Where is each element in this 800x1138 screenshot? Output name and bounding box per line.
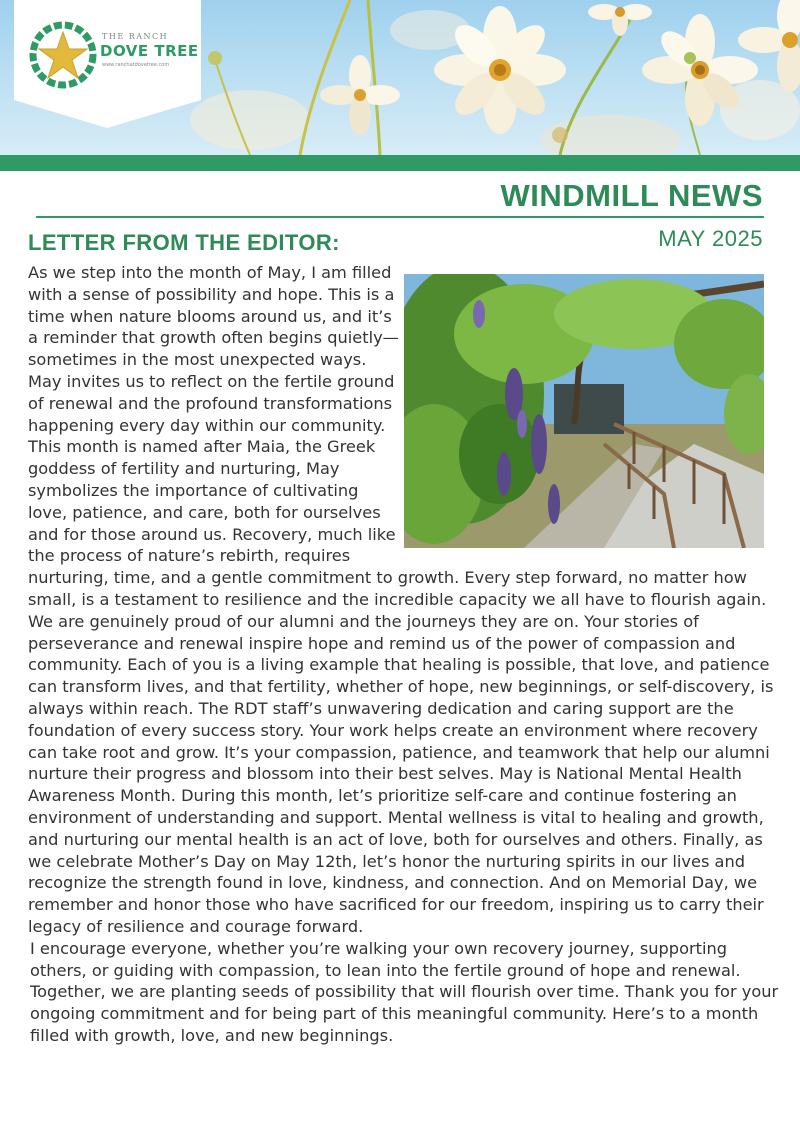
title-divider	[36, 216, 764, 218]
article-paragraph-2: I encourage everyone, whether you’re walking your own recovery journey, supporting others, or guiding with compassion, to lean into the fertile ground of hope and renewal. Together, we are planting seeds of possibility that will flourish over time. Thank you for your ongoing commitment and for being part of this meaningful community. Here’s to a month filled with growth, love, and new beginnings.	[30, 938, 779, 1045]
logo-pennant[interactable]	[14, 0, 201, 128]
header-green-bar	[0, 155, 800, 171]
article-paragraph-1: As we step into the month of May, I am filled with a sense of possibility and hope. This is a time when nature blooms around us, and it’s a reminder that growth often begins quietly—sometimes in the most unexpected ways. May invites us to reflect on the fertile ground of renewal and the profound transformations happening every day within our community. This month is named after Maia, the Greek goddess of fertility and nurturing, May symbolizes the importance of cultivating love, patience, and care, both for ourselves and for those around us. Recovery, much like the process of nature’s rebirth, requires nurturing, time, and a gentle commitment to growth. Every step forward, no matter how small, is a testament to resilience and the incredible capacity we all have to flourish again. We are genuinely proud of our alumni and the journeys they are on. Your stories of perseverance and renewal inspire hope and remind us of the power of compassion and community. Each of you is a living example that healing is possible, that love, and patience can transform lives, and that fertility, whether of hope, new beginnings, or self-discovery, is always within reach. The RDT staff’s unwavering dedication and caring support are the foundation of every success story. Your work helps create an environment where recovery can take root and grow. It’s your compassion, patience, and teamwork that help our alumni nurture their progress and blossom into their best selves. May is National Mental Health Awareness Month. During this month, let’s prioritize self-care and continue fostering an environment of understanding and support. Mental wellness is vital to healing and growth, and nurturing our mental health is an act of love, both for ourselves and others. Finally, as we celebrate Mother’s Day on May 12th, let’s honor the nurturing spirits in our lives and recognize the strength found in love, kindness, and connection. And on Memorial Day, we remember and honor those who have sacrificed for our freedom, inspiring us to carry their legacy of resilience and courage forward.	[28, 263, 774, 936]
issue-date: MAY 2025	[658, 226, 763, 251]
photo-float-spacer	[399, 262, 784, 549]
section-heading: LETTER FROM THE EDITOR:	[28, 230, 340, 255]
logo-pre-name: THE RANCH	[102, 32, 169, 41]
star-badge-icon	[28, 20, 98, 90]
newsletter-title: WINDMILL NEWS	[500, 178, 763, 213]
article-body	[28, 262, 784, 1047]
logo-url: www.ranchatdovetree.com	[102, 62, 170, 68]
logo-name: DOVE TREE	[100, 42, 199, 60]
